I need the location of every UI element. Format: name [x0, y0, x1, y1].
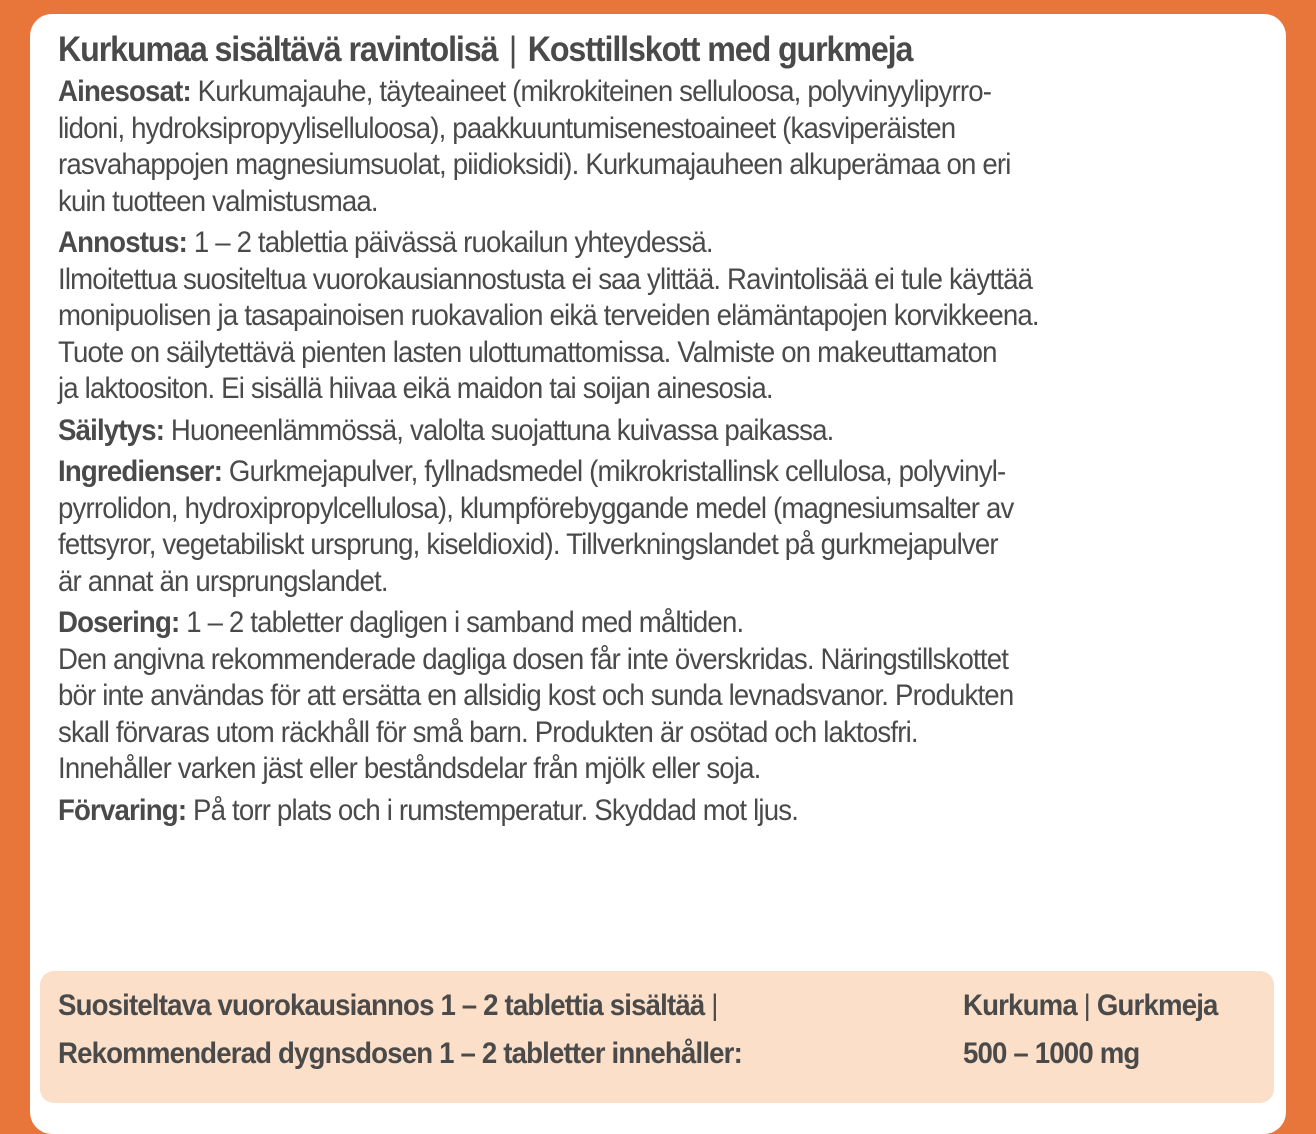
section-2 — [58, 413, 1263, 450]
section-line — [58, 371, 1263, 408]
dose-header-sv: Gurkmeja — [1096, 989, 1218, 1022]
dose-table — [40, 971, 1274, 1103]
section-line — [58, 527, 1263, 564]
section-line — [58, 74, 1263, 111]
section-text: monipuolisen ja tasapainoisen ruokavalion eikä terveiden elämäntapojen korvikkeena. — [58, 299, 1039, 332]
title-separator: | — [508, 30, 517, 69]
section-text: skall förvaras utom räckhåll för små barn. Produkten är osötad och laktosfri. — [58, 715, 918, 749]
section-4 — [58, 605, 1263, 788]
sections-container — [58, 74, 1268, 829]
section-3 — [58, 454, 1263, 600]
section-line — [58, 413, 1263, 450]
section-text: 1 – 2 tablettia päivässä ruokailun yhteydessä. — [193, 226, 713, 259]
section-line — [58, 564, 1263, 601]
product-title — [58, 28, 1171, 72]
section-1 — [58, 225, 1263, 408]
section-line — [58, 642, 1263, 679]
section-line — [58, 678, 1263, 715]
section-line — [58, 605, 1263, 642]
dose-header-fi: Kurkuma — [963, 989, 1077, 1022]
dose-label-fi: Suositeltava vuorokausiannos 1 – 2 tablettia sisältää — [58, 989, 705, 1022]
dose-label-sv: Rekommenderad dygnsdosen 1 – 2 tabletter innehåller: — [58, 1037, 742, 1070]
section-label: Dosering: — [58, 606, 180, 639]
section-line — [58, 454, 1263, 491]
section-label: Förvaring: — [58, 793, 187, 827]
section-line — [58, 751, 1263, 788]
section-text: På torr plats och i rumstemperatur. Skyddad mot ljus. — [193, 793, 799, 827]
section-line — [58, 491, 1263, 528]
section-line — [58, 262, 1263, 299]
section-line — [58, 147, 1263, 184]
section-line — [58, 225, 1263, 262]
dose-amount: 500 – 1000 mg — [963, 1037, 1140, 1070]
title-sv: Kosttillskott med gurkmeja — [527, 30, 913, 69]
section-text: Huoneenlämmössä, valolta suojattuna kuivassa paikassa. — [170, 413, 834, 447]
dose-row-fi — [58, 989, 718, 1023]
section-text: Tuote on säilytettävä pienten lasten ulottumattomissa. Valmiste on makeuttamaton — [58, 335, 997, 369]
section-text: pyrrolidon, hydroxipropylcellulosa), klumpförebyggande medel (magnesiumsalter av — [58, 491, 1014, 525]
section-line — [58, 184, 1263, 221]
section-label: Annostus: — [58, 226, 188, 259]
section-5 — [58, 793, 1263, 830]
section-text: Kurkumajauhe, täyteaineet (mikrokiteinen selluloosa, polyvinyylipyrro- — [197, 75, 992, 108]
section-text: Innehåller varken jäst eller beståndsdelar från mjölk eller soja. — [58, 752, 761, 785]
section-line — [58, 793, 1263, 830]
section-label: Ainesosat: — [58, 75, 191, 108]
section-text: rasvahappojen magnesiumsuolat, piidioksidi). Kurkumajauheen alkuperämaa on eri — [58, 148, 1011, 181]
section-text: 1 – 2 tabletter dagligen i samband med måltiden. — [186, 606, 744, 639]
section-text: kuin tuotteen valmistusmaa. — [58, 184, 378, 218]
section-text: Gurkmejapulver, fyllnadsmedel (mikrokristallinsk cellulosa, polyvinyl- — [228, 455, 1006, 488]
section-line — [58, 715, 1263, 752]
section-text: lidoni, hydroksipropyyliselluloosa), paakkuuntumisenestoaineet (kasviperäisten — [58, 111, 956, 145]
section-text: ja laktoositon. Ei sisällä hiivaa eikä maidon tai soijan ainesosia. — [58, 372, 773, 405]
dose-label-separator: | — [711, 989, 718, 1022]
section-line — [58, 111, 1263, 148]
section-text: Ilmoitettua suositeltua vuorokausiannostusta ei saa ylittää. Ravintolisää ei tule käyttää — [58, 262, 1033, 296]
label-content — [58, 28, 1268, 834]
title-fi: Kurkumaa sisältävä ravintolisä — [58, 30, 498, 69]
dose-header-separator: | — [1083, 989, 1091, 1022]
label-card — [30, 14, 1286, 1134]
section-text: bör inte användas för att ersätta en allsidig kost och sunda levnadsvanor. Produkten — [58, 679, 1014, 712]
dose-row-sv — [58, 1037, 742, 1071]
section-text: är annat än ursprungslandet. — [58, 564, 388, 598]
section-text: fettsyror, vegetabiliskt ursprung, kiseldioxid). Tillverkningslandet på gurkmejapulver — [58, 528, 998, 561]
section-line — [58, 298, 1263, 335]
section-text: Den angivna rekommenderade dagliga dosen får inte överskridas. Näringstillskottet — [58, 642, 1009, 676]
section-label: Ingredienser: — [58, 455, 223, 488]
section-line — [58, 335, 1263, 372]
dose-header — [963, 989, 1218, 1023]
section-0 — [58, 74, 1263, 220]
section-label: Säilytys: — [58, 413, 165, 447]
